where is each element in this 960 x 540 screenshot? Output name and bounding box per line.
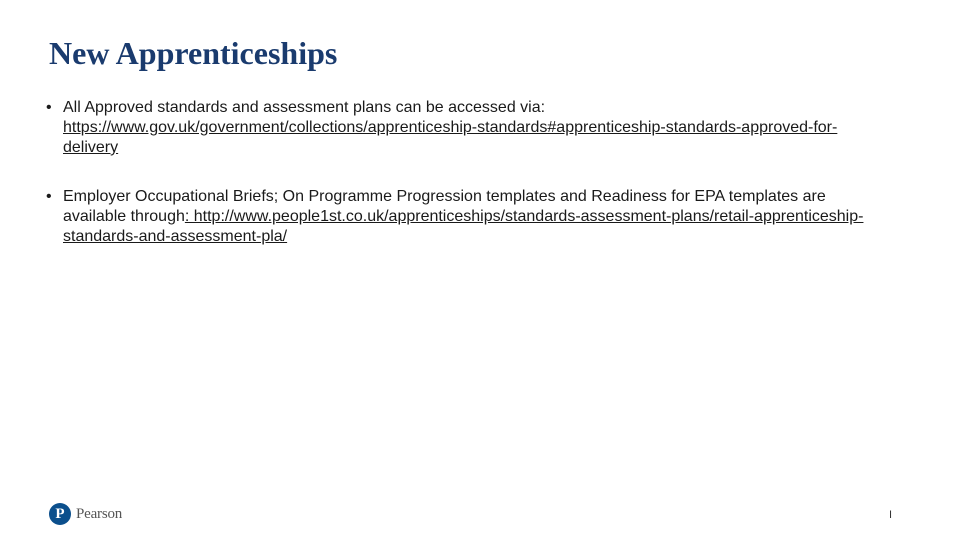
pearson-logo-icon: P [49, 503, 71, 525]
bullet-item-briefs [46, 187, 886, 247]
pearson-logo-text: Pearson [76, 505, 123, 522]
pearson-logo [49, 502, 122, 526]
bullet-list [46, 98, 886, 276]
bullet-dot: • [46, 188, 52, 205]
page-number: I [888, 509, 892, 521]
bullet-text: Employer Occupational Briefs; On Programme Progression templates and Readiness for EPA templates are available through [63, 188, 826, 225]
slide-title: New Apprenticeships [49, 35, 338, 71]
bullet-dot: • [46, 99, 52, 116]
bullet-item-standards [46, 98, 886, 158]
bullet-text: All Approved standards and assessment plans can be accessed via: [63, 99, 546, 116]
people1st-link[interactable]: : http://www.people1st.co.uk/apprenticeships/standards-assessment-plans/retail-apprenticeship-standards-and-assessment-pla/ [63, 208, 864, 245]
gov-uk-standards-link[interactable]: https://www.gov.uk/government/collections/apprenticeship-standards#apprenticeship-standards-approved-for-delivery [63, 119, 838, 156]
